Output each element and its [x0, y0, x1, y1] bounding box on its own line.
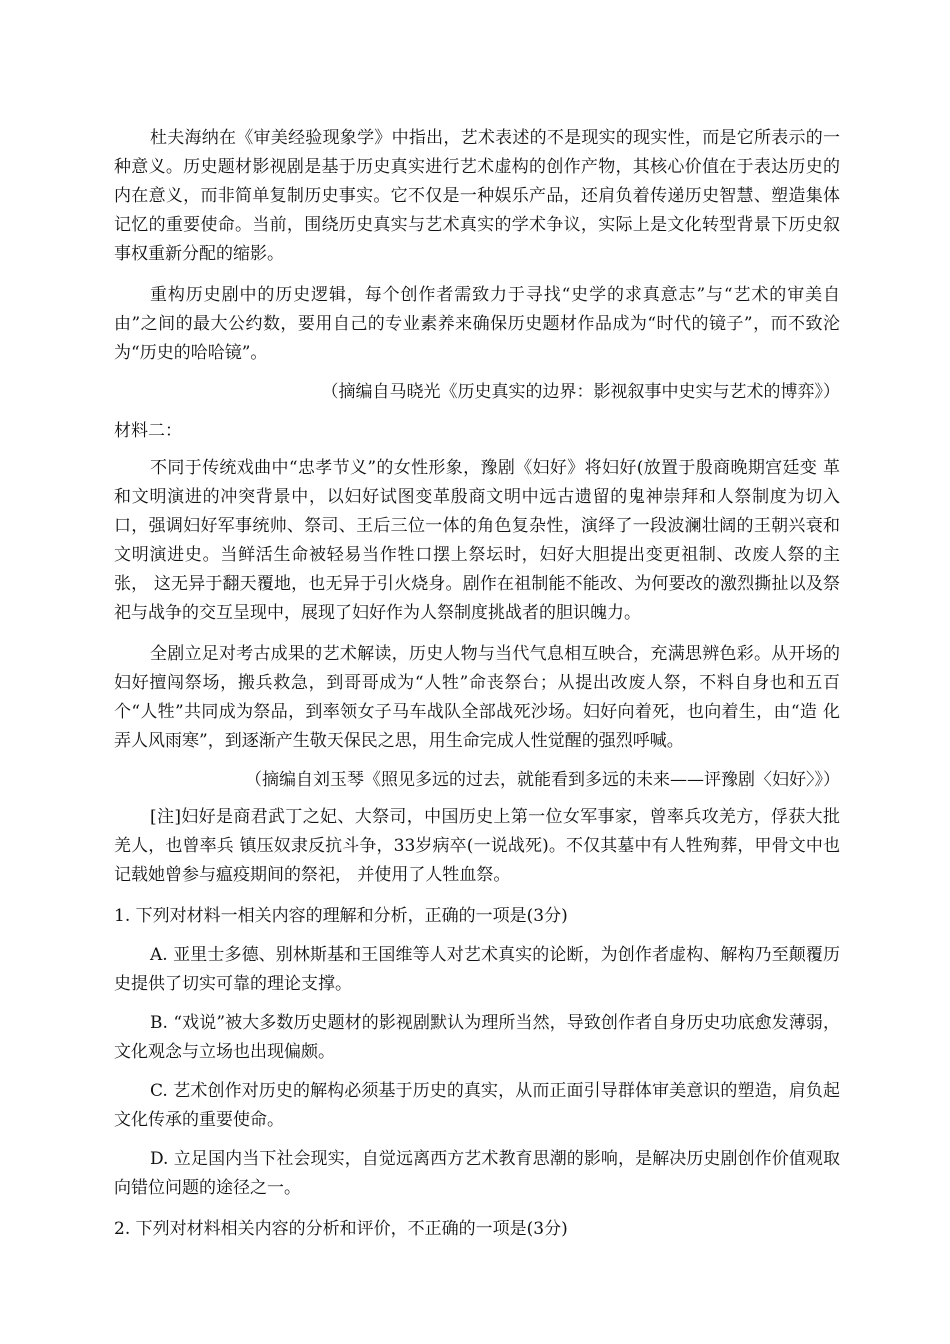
material2-note: [注]妇好是商君武丁之妃、大祭司，中国历史上第一位女军事家，曾率兵攻羌方，俘获大批羌人，也曾率兵 镇压奴隶反抗斗争，33岁病卒(一说战死)。不仅其墓中有人牲殉葬，甲骨文中也记载她曾参与瘟疫期间的祭祀， 并使用了人牲血祭。	[114, 807, 840, 885]
question-1-option-a: A. 亚里士多德、别林斯基和王国维等人对艺术真实的论断，为创作者虚构、解构乃至颠覆历 史提供了切实可靠的理论支撑。	[114, 945, 840, 994]
question-2-stem: 2. 下列对材料相关内容的分析和评价，不正确的一项是(3分)	[114, 1219, 568, 1239]
question-1-stem: 1. 下列对材料一相关内容的理解和分析，正确的一项是(3分)	[114, 906, 568, 926]
material2-paragraph-2: 全剧立足对考古成果的艺术解读，历史人物与当代气息相互映合，充满思辨色彩。从开场的 妇好擅闯祭场，搬兵救急，到哥哥成为“人牲”命丧祭台；从提出改废人祭，不料自身也和五百个“人牲”共同成为祭品，到率领女子马车战队全部战死沙场。妇好向着死，也向着生，由“造 化弄人风雨寒”，到逐渐产生敬天保民之思，用生命完成人性觉醒的强烈呼喊。	[114, 644, 840, 751]
material1-source: （摘编自马晓光《历史真实的边界：影视叙事中史实与艺术的博弈》）	[321, 382, 840, 402]
question-1-option-c: C. 艺术创作对历史的解构必须基于历史的真实，从而正面引导群体审美意识的塑造，肩负起 文化传承的重要使命。	[114, 1081, 840, 1130]
material1-paragraph-1: 杜夫海纳在《审美经验现象学》中指出，艺术表述的不是现实的现实性，而是它所表示的一 种意义。历史题材影视剧是基于历史真实进行艺术虚构的创作产物，其核心价值在于表达历史的 内在意义，而非简单复制历史事实。它不仅是一种娱乐产品，还肩负着传递历史智慧、塑造集体 记忆的重要使命。当前，围绕历史真实与艺术真实的学术争议，实际上是文化转型背景下历史叙事权重新分配的缩影。	[114, 128, 840, 264]
document-page	[114, 124, 840, 1244]
material2-paragraph-1: 不同于传统戏曲中“忠孝节义”的女性形象，豫剧《妇好》将妇好(放置于殷商晚期宫廷变 革和文明演进的冲突背景中，以妇好试图变革殷商文明中远古遗留的鬼神崇拜和人祭制度为切入口，强调妇好军事统帅、祭司、王后三位一体的角色复杂性，演绎了一段波澜壮阔的王朝兴衰和文明演进史。当鲜活生命被轻易当作牲口摆上祭坛时，妇好大胆提出变更祖制、改废人祭的主张， 这无异于翻天覆地，也无异于引火烧身。剧作在祖制能不能改、为何要改的激烈撕扯以及祭祀与战争的交互呈现中，展现了妇好作为人祭制度挑战者的胆识魄力。	[114, 458, 840, 623]
material2-source: （摘编自刘玉琴《照见多远的过去，就能看到多远的未来——评豫剧〈妇好〉》）	[245, 770, 840, 790]
material1-paragraph-2: 重构历史剧中的历史逻辑，每个创作者需致力于寻找“史学的求真意志”与“艺术的审美自由”之间的最大公约数，要用自己的专业素养来确保历史题材作品成为“时代的镜子”，而不致沦为“历史的哈哈镜”。	[114, 285, 840, 363]
question-1-option-b: B. “戏说”被大多数历史题材的影视剧默认为理所当然，导致创作者自身历史功底愈发薄弱， 文化观念与立场也出现偏颇。	[114, 1013, 840, 1062]
question-1-option-d: D. 立足国内当下社会现实，自觉远离西方艺术教育思潮的影响，是解决历史剧创作价值观取 向错位问题的途径之一。	[114, 1149, 840, 1198]
material2-heading: 材料二：	[114, 421, 182, 441]
